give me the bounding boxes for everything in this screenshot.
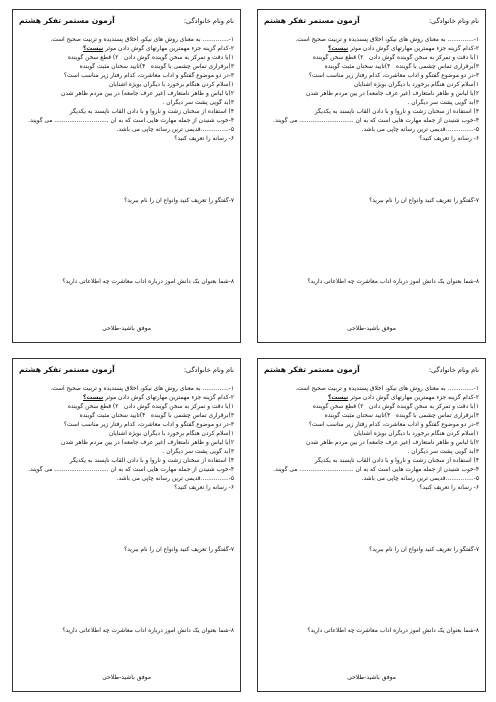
q3-option-2: ۲)با لباس و ظاهر نامتعارف (غیر عرف جامعه) در بین مردم ظاهر شدن [306, 91, 479, 97]
q2-option-2: ۲) قطع سخن گوینده [67, 404, 119, 410]
q2-option-4: ۴)تایید سخنان مثبت گوینده [324, 413, 391, 419]
q3-option-4: ۴) استفاده از سخنان زشت و ناروا و با دادن القاب ناپسند به یکدیگر [69, 109, 234, 115]
question-4: ۴-خوب شنیدن از جمله مهارت هایی است که به آن ............................. می گویند. [28, 118, 234, 124]
question-2-emphasis: نیست؟ [327, 46, 349, 52]
q2-option-3: ۳)برقراری تماس چشمی با گوینده [395, 64, 479, 70]
question-4: ۴-خوب شنیدن از جمله مهارت هایی است که به آن ............................. می گویند. [28, 467, 234, 473]
question-2-text: ۲-کدام گزینه جزء مهمترین مهارتهای گوش دادن موثر [103, 395, 234, 401]
q2-option-1: ۱)با دقت و تمرکز به سخن گوینده گوش دادن [368, 55, 479, 61]
q3-option-2: ۲)با لباس و ظاهر نامتعارف (غیر عرف جامعه) در بین مردم ظاهر شدن [306, 440, 479, 446]
student-name-label: نام ونام خانوادگی: [183, 366, 234, 374]
student-name-label: نام ونام خانوادگی: [183, 17, 234, 25]
q2-option-2: ۲) قطع سخن گوینده [312, 404, 364, 410]
question-7: ۷-گفتگو را تعریف کنید وانواع آن را نام ببرید؟ [369, 198, 479, 204]
q3-option-1: ۱)سلام کردن هنگام برخورد با دیگران بویژه آشنایان [108, 431, 234, 437]
q3-option-3: ۳)بد گویی پشت سر دیگران . [162, 449, 234, 455]
q3-option-4: ۴) استفاده از سخنان زشت و ناروا و با دادن القاب ناپسند به یکدیگر [314, 458, 479, 464]
exam-sheet-bottom-left [12, 358, 241, 692]
question-6: ۶- رسانه را تعریف کنید؟ [174, 485, 234, 491]
sheet-footer: موفق باشید-طلاحی [347, 325, 396, 332]
q2-option-1: ۱)با دقت و تمرکز به سخن گوینده گوش دادن [123, 404, 234, 410]
exam-sheet-top-left [12, 9, 241, 343]
question-2-emphasis: نیست؟ [82, 46, 104, 52]
student-name-label: نام ونام خانوادگی: [428, 366, 479, 374]
q3-option-2: ۲)با لباس و ظاهر نامتعارف (غیر عرف جامعه) در بین مردم ظاهر شدن [61, 440, 234, 446]
q2-option-2: ۲) قطع سخن گوینده [312, 55, 364, 61]
student-name-label: نام ونام خانوادگی: [428, 17, 479, 25]
question-6: ۶- رسانه را تعریف کنید؟ [419, 485, 479, 491]
sheet-footer: موفق باشید-طلاحی [347, 674, 396, 681]
question-7: ۷-گفتگو را تعریف کنید وانواع آن را نام ببرید؟ [124, 198, 234, 204]
question-2-options-row-1 [263, 403, 479, 411]
question-5: ۵-...............قدیمی ترین رسانه چاپی می باشد. [361, 127, 479, 133]
q2-option-4: ۴)تایید سخنان مثبت گوینده [324, 64, 391, 70]
exam-title: آزمون مستمر تفکر هشتم [264, 16, 360, 25]
q2-option-3: ۳)برقراری تماس چشمی با گوینده [395, 413, 479, 419]
question-6: ۶- رسانه را تعریف کنید؟ [174, 136, 234, 142]
question-5: ۵-...............قدیمی ترین رسانه چاپی می باشد. [361, 476, 479, 482]
question-2 [18, 45, 234, 53]
q3-option-1: ۱)سلام کردن هنگام برخورد با دیگران بویژه آشنایان [108, 82, 234, 88]
question-2-text: ۲-کدام گزینه جزء مهمترین مهارتهای گوش دادن موثر [348, 395, 479, 401]
question-6: ۶- رسانه را تعریف کنید؟ [419, 136, 479, 142]
sheet-header [19, 17, 234, 29]
exam-sheet-top-right [257, 9, 486, 343]
question-3: ۳-در دو موضوع گفتگو و آداب معاشرت، کدام رفتار زیر مناسب است؟ [308, 73, 479, 79]
question-3: ۳-در دو موضوع گفتگو و آداب معاشرت، کدام رفتار زیر مناسب است؟ [308, 422, 479, 428]
question-2 [18, 394, 234, 402]
question-2-options-row-1 [18, 54, 234, 62]
question-2-emphasis: نیست؟ [82, 395, 104, 401]
question-2-options-row-1 [263, 54, 479, 62]
exam-title: آزمون مستمر تفکر هشتم [19, 16, 115, 25]
q3-option-3: ۳)بد گویی پشت سر دیگران . [407, 449, 479, 455]
q3-option-4: ۴) استفاده از سخنان زشت و ناروا و با دادن القاب ناپسند به یکدیگر [69, 458, 234, 464]
question-2 [263, 45, 479, 53]
sheet-header [264, 17, 479, 29]
exam-title: آزمون مستمر تفکر هشتم [264, 365, 360, 374]
exam-title: آزمون مستمر تفکر هشتم [19, 365, 115, 374]
q3-option-3: ۳)بد گویی پشت سر دیگران . [162, 100, 234, 106]
question-2-options-row-2 [263, 412, 479, 420]
q3-option-3: ۳)بد گویی پشت سر دیگران . [407, 100, 479, 106]
sheet-footer: موفق باشید-طلاحی [102, 325, 151, 332]
question-4: ۴-خوب شنیدن از جمله مهارت هایی است که به آن ............................. می گویند. [273, 118, 479, 124]
question-7: ۷-گفتگو را تعریف کنید وانواع آن را نام ببرید؟ [369, 547, 479, 553]
q3-option-4: ۴) استفاده از سخنان زشت و ناروا و با دادن القاب ناپسند به یکدیگر [314, 109, 479, 115]
q2-option-4: ۴)تایید سخنان مثبت گوینده [79, 413, 146, 419]
question-2 [263, 394, 479, 402]
question-3: ۳-در دو موضوع گفتگو و آداب معاشرت، کدام رفتار زیر مناسب است؟ [63, 73, 234, 79]
exam-sheet-bottom-right [257, 358, 486, 692]
question-2-options-row-1 [18, 403, 234, 411]
question-2-options-row-2 [18, 63, 234, 71]
q3-option-1: ۱)سلام کردن هنگام برخورد با دیگران بویژه آشنایان [353, 82, 479, 88]
question-2-text: ۲-کدام گزینه جزء مهمترین مهارتهای گوش دادن موثر [348, 46, 479, 52]
q2-option-3: ۳)برقراری تماس چشمی با گوینده [150, 413, 234, 419]
question-2-options-row-2 [263, 63, 479, 71]
question-5: ۵-...............قدیمی ترین رسانه چاپی می باشد. [116, 476, 234, 482]
question-1: ۱-.............. به معنای روش های نیکو، اخلاق پسندیده و تربیت صحیح است. [50, 386, 234, 392]
question-2-text: ۲-کدام گزینه جزء مهمترین مهارتهای گوش دادن موثر [103, 46, 234, 52]
q2-option-2: ۲) قطع سخن گوینده [67, 55, 119, 61]
question-5: ۵-...............قدیمی ترین رسانه چاپی می باشد. [116, 127, 234, 133]
question-8: ۸-شما بعنوان یک دانش آموز درباره آداب معاشرت چه اطلاعاتی دارید؟ [307, 279, 479, 285]
q2-option-3: ۳)برقراری تماس چشمی با گوینده [150, 64, 234, 70]
question-4: ۴-خوب شنیدن از جمله مهارت هایی است که به آن ............................. می گویند. [273, 467, 479, 473]
question-8: ۸-شما بعنوان یک دانش آموز درباره آداب معاشرت چه اطلاعاتی دارید؟ [62, 628, 234, 634]
sheet-footer: موفق باشید-طلاحی [102, 674, 151, 681]
question-8: ۸-شما بعنوان یک دانش آموز درباره آداب معاشرت چه اطلاعاتی دارید؟ [62, 279, 234, 285]
question-1: ۱-.............. به معنای روش های نیکو، اخلاق پسندیده و تربیت صحیح است. [295, 37, 479, 43]
question-1: ۱-.............. به معنای روش های نیکو، اخلاق پسندیده و تربیت صحیح است. [50, 37, 234, 43]
question-1: ۱-.............. به معنای روش های نیکو، اخلاق پسندیده و تربیت صحیح است. [295, 386, 479, 392]
question-7: ۷-گفتگو را تعریف کنید وانواع آن را نام ببرید؟ [124, 547, 234, 553]
question-2-options-row-2 [18, 412, 234, 420]
q2-option-1: ۱)با دقت و تمرکز به سخن گوینده گوش دادن [368, 404, 479, 410]
question-3: ۳-در دو موضوع گفتگو و آداب معاشرت، کدام رفتار زیر مناسب است؟ [63, 422, 234, 428]
sheet-header [264, 366, 479, 378]
q3-option-2: ۲)با لباس و ظاهر نامتعارف (غیر عرف جامعه) در بین مردم ظاهر شدن [61, 91, 234, 97]
q2-option-4: ۴)تایید سخنان مثبت گوینده [79, 64, 146, 70]
question-2-emphasis: نیست؟ [327, 395, 349, 401]
question-8: ۸-شما بعنوان یک دانش آموز درباره آداب معاشرت چه اطلاعاتی دارید؟ [307, 628, 479, 634]
q3-option-1: ۱)سلام کردن هنگام برخورد با دیگران بویژه آشنایان [353, 431, 479, 437]
sheet-header [19, 366, 234, 378]
q2-option-1: ۱)با دقت و تمرکز به سخن گوینده گوش دادن [123, 55, 234, 61]
